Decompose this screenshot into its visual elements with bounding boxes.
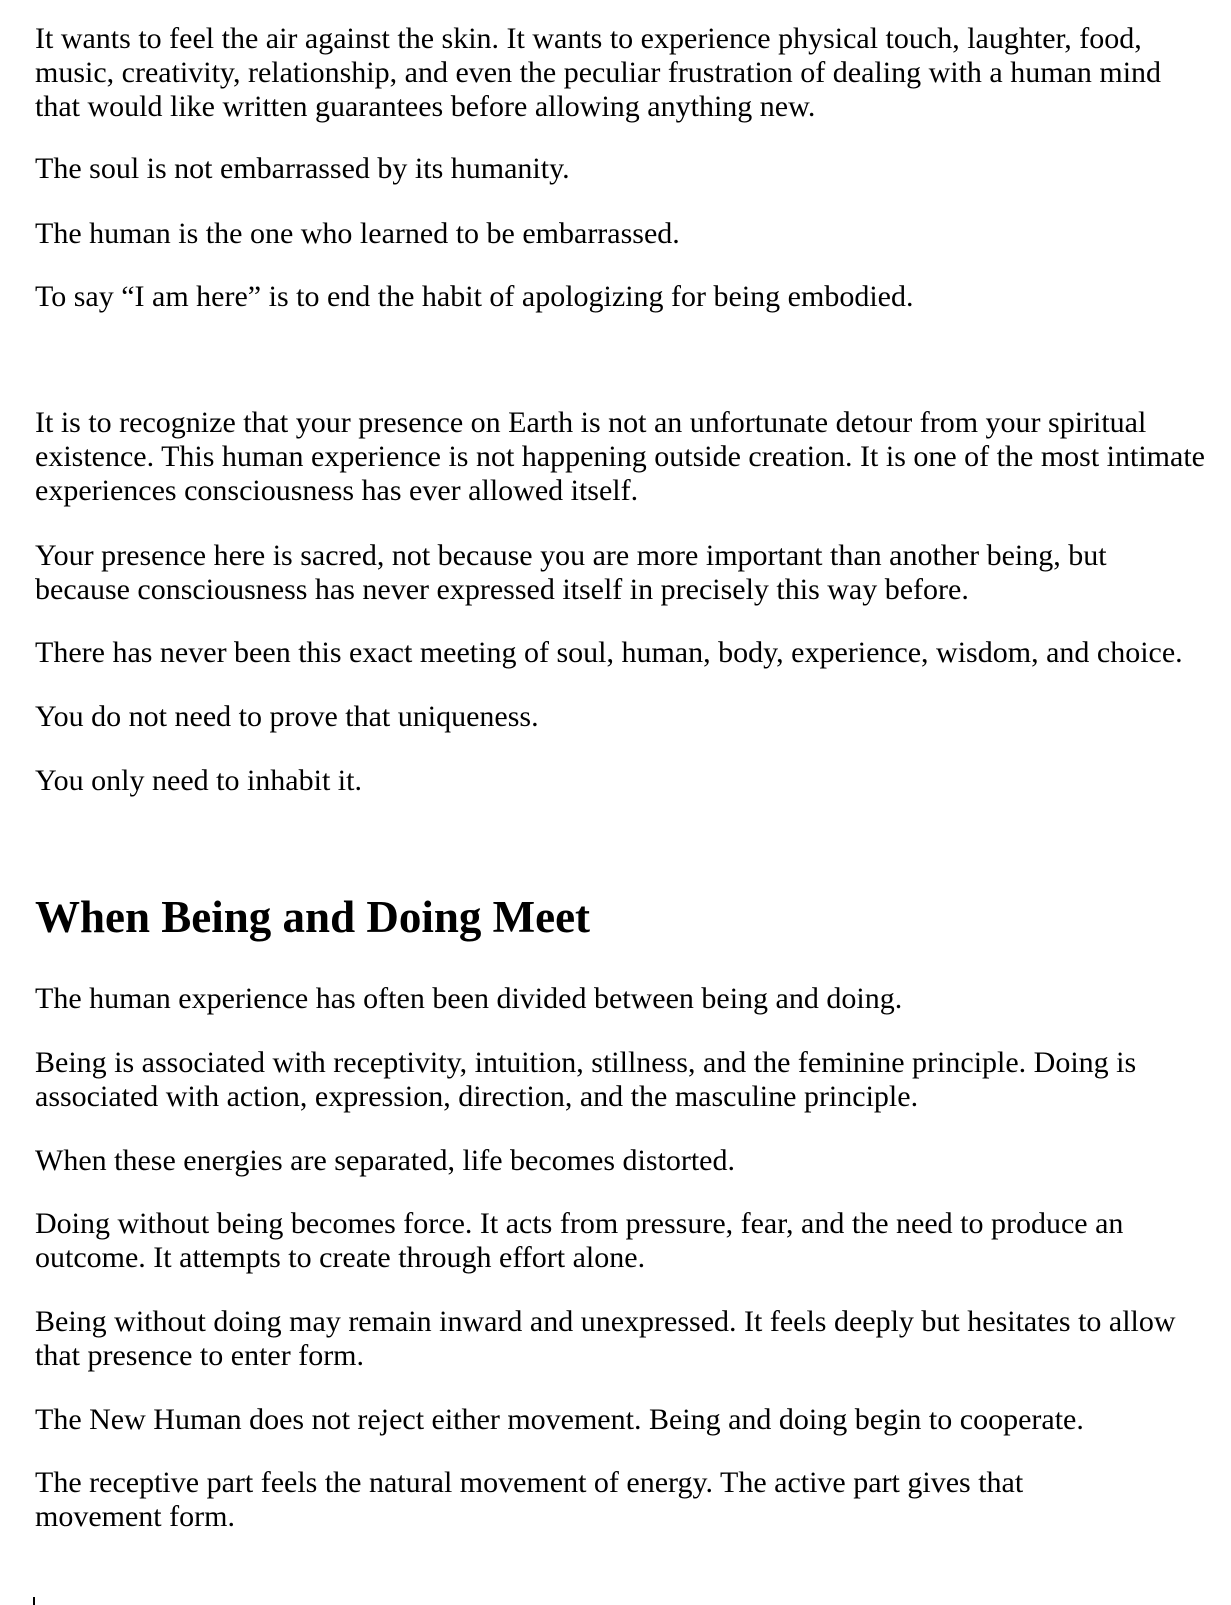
paragraph: It wants to feel the air against the skin. It wants to experience physical touch, laughter, food, music, creativity, relationship, and even the peculiar frustration of dealing with a human mind that would like written guarantees before allowing anything new. [35, 22, 1162, 123]
paragraph: The human experience has often been divided between being and doing. [35, 982, 903, 1015]
text-cursor [33, 1597, 35, 1605]
paragraph: Your presence here is sacred, not because you are more important than another being, but because consciousness has never expressed itself in precisely this way before. [35, 539, 1107, 606]
paragraph: Doing without being becomes force. It acts from pressure, fear, and the need to produce an outcome. It attempts to create through effort alone. [35, 1207, 1124, 1274]
paragraph: You do not need to prove that uniqueness. [35, 700, 539, 733]
paragraph: The receptive part feels the natural movement of energy. The active part gives that movement form. [35, 1466, 1024, 1533]
paragraph: The New Human does not reject either movement. Being and doing begin to cooperate. [35, 1403, 1084, 1436]
paragraph: To say “I am here” is to end the habit of apologizing for being embodied. [35, 280, 914, 313]
paragraph: When these energies are separated, life becomes distorted. [35, 1144, 735, 1177]
paragraph: There has never been this exact meeting of soul, human, body, experience, wisdom, and choice. [35, 636, 1183, 669]
section-heading: When Being and Doing Meet [35, 892, 591, 942]
paragraph: Being is associated with receptivity, intuition, stillness, and the feminine principle. Doing is associated with action, expression, direction, and the masculine principle. [35, 1046, 1137, 1113]
paragraph: It is to recognize that your presence on Earth is not an unfortunate detour from your spiritual existence. This human experience is not happening outside creation. It is one of the most intimate experiences consciousness has ever allowed itself. [35, 406, 1205, 507]
paragraph: The soul is not embarrassed by its humanity. [35, 152, 570, 185]
paragraph: The human is the one who learned to be embarrassed. [35, 217, 680, 250]
paragraph: You only need to inhabit it. [35, 764, 362, 797]
paragraph: Being without doing may remain inward and unexpressed. It feels deeply but hesitates to allow that presence to enter form. [35, 1305, 1176, 1372]
